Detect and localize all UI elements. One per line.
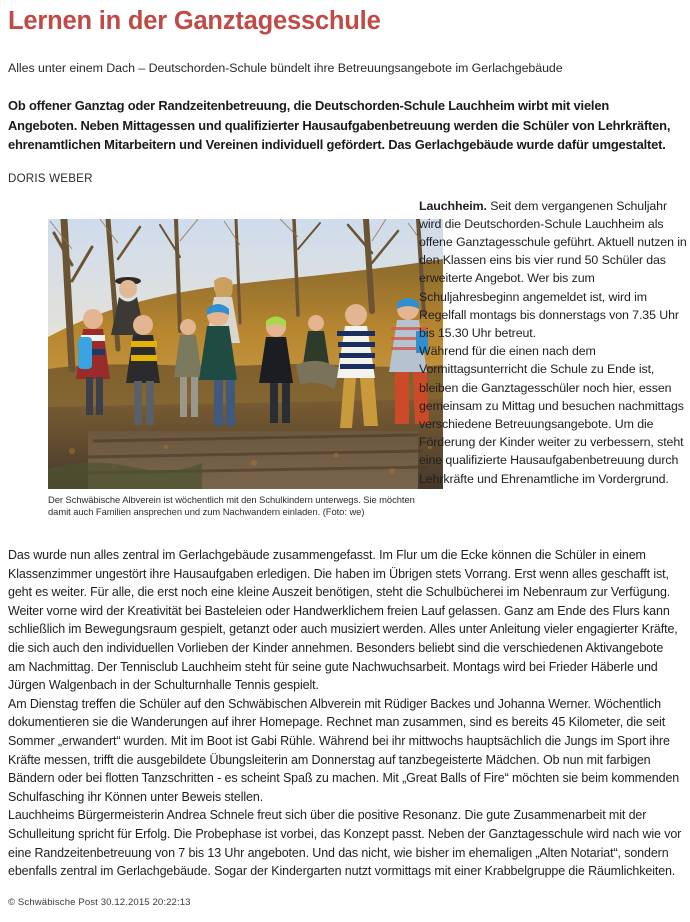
body-paragraph-1: Das wurde nun alles zentral im Gerlachgebäude zusammengefasst. Im Flur um die Ecke können die Schüler in einem Klassenzimmer ungestört ihre Hausaufgaben erledigen. Die haben im Übrigen stets Vorrang. Erst wenn alles geschafft ist, geht es weiter. Für alle, die erst noch eine kleine Auszeit benötigen, steht die Schulbücherei im Nebenraum zur Verfügung. (8, 548, 671, 600)
body-paragraph-3: Am Dienstag treffen die Schüler auf den Schwäbischen Albverein mit Rüdiger Backes und Johanna Werner. Wöchentlich dokumentieren sie die Wanderungen auf ihrer Homepage. Rechnet man zusammen, sind es bereits 45 Kilometer, die seit Sommer „erwandert“ wurden. Mit im Boot ist Gabi Rühle. Während bei ihr mittwochs hauptsächlich die Jungs im Sport ihre Kräfte messen, trifft die ausgebildete Übungsleiterin am Donnerstag auf tanzbegeisterte Mädchen. Ob nun mit farbigen Bändern oder bei flotten Tanzschritten - es scheint Spaß zu machen. Mit „Great Balls of Fire“ möchten sie beim kommenden Schulfasching ihr Können unter Beweis stellen. (8, 696, 680, 804)
article-photo (48, 219, 443, 489)
body-paragraph-2: Weiter vorne wird der Kreativität bei Basteleien oder Handwerklichem freien Lauf gelassen. Ganz am Ende des Flurs kann schließlich im Bewegungsraum gespielt, getanzt oder auch musiziert werden. Alles unter Anleitung vieler engagierter Kräfte, die sich auch den individuellen Vorlieben der Kinder annehmen. Besonders beliebt sind die verschiedenen Aktivangebote am Nachmittag. Der Tennisclub Lauchheim steht für seine gute Nachwuchsarbeit. Montags wird bei Frieder Häberle und Jürgen Walgenbach in der Schulturnhalle Tennis gespielt. (8, 603, 678, 693)
article-body (8, 546, 682, 881)
figure-caption: Der Schwäbische Albverein ist wöchentlich mit den Schulkindern unterwegs. Sie möchten damit auch Familien ansprechen und zum Nachwandern einladen. (Foto: we) (48, 493, 415, 518)
body-paragraph-4: Lauchheims Bürgermeisterin Andrea Schnele freut sich über die positive Resonanz. Die gute Zusammenarbeit mit der Schulleitung spricht für Erfolg. Die Probephase ist vorbei, das Konzept passt. Neben der Ganztagesschule wird nach wie vor eine Randzeitenbetreuung von 7 bis 13 Uhr angeboten. Und das nicht, wie bisher im ehemaligen „Alten Notariat“, sondern ebenfalls zentral im Gerlachgebäude. Sogar der Kindergarten nutzt vormittags mit einer Krabbelgruppe die Räumlichkeiten. (8, 808, 682, 879)
article-figure (48, 219, 443, 519)
page-title: Lernen in der Ganztagesschule (8, 7, 381, 35)
media-and-sidebar-row (8, 198, 687, 518)
sidebar-column (419, 197, 690, 488)
article-lead-paragraph: Ob offener Ganztag oder Randzeitenbetreuung, die Deutschorden-Schule Lauchheim wirbt mit vielen Angeboten. Neben Mittagessen und qualifizierter Hausaufgabenbetreuung werden die Schüler von Lehrkräften, ehrenamtlichen Mitarbeitern und Vereinen individuell gefördert. Das Gerlachgebäude wurde dafür umgestaltet. (8, 98, 671, 152)
sidebar-paragraph-1-text: Seit dem vergangenen Schuljahr wird die Deutschorden-Schule Lauchheim als offene Ganztagesschule geführt. Aktuell nutzen in den Klassen eins bis vier rund 50 Schüler das erweiterte Angebot. Wer bis zum Schuljahresbeginn angemeldet ist, wird im Regelfall montags bis donnerstags von 7.35 Uhr bis 15.30 Uhr betreut. (419, 198, 687, 340)
sidebar-paragraph-1 (419, 197, 690, 343)
article-byline: DORIS WEBER (8, 171, 93, 185)
article-photo-illustration (48, 219, 443, 489)
dateline: Lauchheim. (419, 198, 487, 213)
article-subheadline: Alles unter einem Dach – Deutschorden-Schule bündelt ihre Betreuungsangebote im Gerlachgebäude (8, 61, 563, 75)
sidebar-paragraph-2: Während für die einen nach dem Vormittagsunterricht die Schule zu Ende ist, bleiben die Ganztagesschüler noch hier, essen gemeinsam zu Mittag und besuchen nachmittags verschiedene Betreuungsangebote. Um die Förderung der Kinder weiter zu verbessern, steht eine qualifizierte Hausaufgabenbetreuung durch Lehrkräfte und Ehrenamtliche im Vordergrund. (419, 344, 684, 486)
footer-copyright: © Schwäbische Post 30.12.2015 20:22:13 (8, 897, 191, 908)
